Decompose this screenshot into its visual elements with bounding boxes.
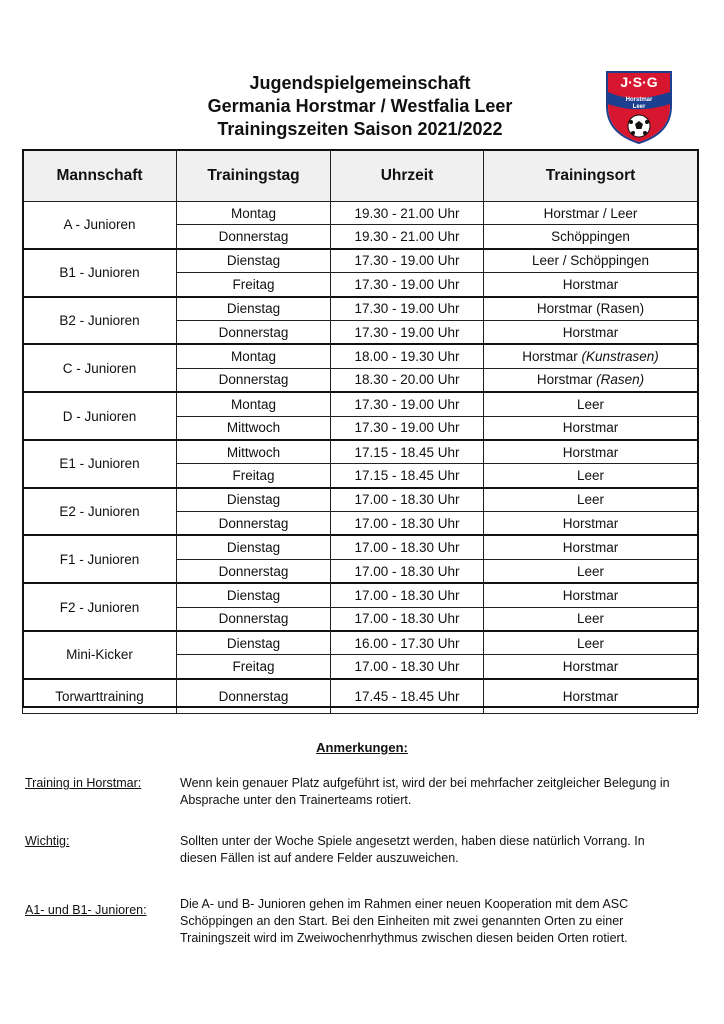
place-cell	[484, 368, 698, 392]
place-cell	[484, 344, 698, 368]
day-cell: Freitag	[177, 273, 331, 297]
place-text: Leer	[576, 467, 605, 483]
header-uhrzeit: Uhrzeit	[331, 150, 484, 202]
day-cell: Donnerstag	[177, 225, 331, 249]
place-text: Horstmar	[562, 276, 619, 292]
torwart-name-cell: Torwarttraining	[23, 679, 177, 714]
time-cell: 17.30 - 19.00 Uhr	[331, 416, 484, 440]
note-text: Die A- und B- Junioren gehen im Rahmen einer neuen Kooperation mit dem ASC Schöppingen an den Start. Bei den Einheiten mit zwei genannten Orten zu einer Trainingszeit wird im Zweiwochenrhythmus zwischen diesen beiden Orten rotiert.	[180, 897, 629, 945]
place-text: Horstmar	[522, 349, 578, 365]
torwart-place-cell: Horstmar	[484, 679, 698, 714]
day-cell: Mittwoch	[177, 416, 331, 440]
document-title	[150, 72, 570, 141]
time-cell: 17.30 - 19.00 Uhr	[331, 320, 484, 344]
time-cell: 17.00 - 18.30 Uhr	[331, 583, 484, 607]
table-row	[23, 583, 698, 607]
time-cell: 17.30 - 19.00 Uhr	[331, 392, 484, 416]
notes-heading: Anmerkungen:	[316, 740, 408, 755]
time-cell: 17.30 - 19.00 Uhr	[331, 249, 484, 273]
torwart-day-cell: Donnerstag	[177, 679, 331, 714]
team-name-cell: A - Junioren	[23, 202, 177, 249]
team-name-cell: E2 - Junioren	[23, 488, 177, 536]
table-row	[23, 392, 698, 416]
place-cell	[484, 631, 698, 655]
day-cell: Montag	[177, 392, 331, 416]
title-line-1: Jugendspielgemeinschaft	[249, 73, 471, 93]
table-body	[23, 202, 698, 714]
title-line-2: Germania Horstmar / Westfalia Leer	[207, 96, 513, 116]
place-cell	[484, 512, 698, 536]
time-cell: 17.00 - 18.30 Uhr	[331, 607, 484, 631]
place-cell	[484, 535, 698, 559]
header-mannschaft: Mannschaft	[23, 150, 177, 202]
table-row	[23, 202, 698, 225]
place-text: Horstmar	[562, 444, 619, 460]
place-text: Horstmar	[562, 659, 619, 675]
logo-sub1: Horstmar	[625, 97, 653, 103]
table-row	[23, 344, 698, 368]
note-text: Sollten unter der Woche Spiele angesetzt werden, haben diese natürlich Vorrang. In diesen Fällen ist auf andere Felder auszuweichen.	[180, 834, 645, 865]
day-cell: Freitag	[177, 464, 331, 488]
time-cell: 17.30 - 19.00 Uhr	[331, 297, 484, 321]
place-cell	[484, 440, 698, 464]
note-label: Training in Horstmar:	[25, 776, 142, 790]
place-cell	[484, 297, 698, 321]
day-cell: Dienstag	[177, 249, 331, 273]
day-cell: Donnerstag	[177, 512, 331, 536]
place-cell	[484, 392, 698, 416]
place-text: Leer	[576, 396, 605, 412]
place-cell	[484, 320, 698, 344]
day-cell: Dienstag	[177, 297, 331, 321]
team-name-cell: B2 - Junioren	[23, 297, 177, 345]
place-text: Leer	[576, 635, 605, 651]
day-cell: Dienstag	[177, 583, 331, 607]
note-label: Wichtig:	[25, 834, 70, 848]
place-note: (Kunstrasen)	[581, 349, 659, 365]
time-cell: 17.15 - 18.45 Uhr	[331, 464, 484, 488]
place-text: Horstmar	[562, 540, 619, 556]
time-cell: 17.00 - 18.30 Uhr	[331, 559, 484, 583]
place-text: Schöppingen	[551, 229, 630, 245]
place-text: Leer	[576, 563, 605, 579]
table-row	[23, 249, 698, 273]
logo-letters: J·S·G	[620, 74, 658, 90]
table-header-row	[23, 150, 698, 202]
place-note: (Rasen)	[596, 372, 645, 388]
header-trainingstag: Trainingstag	[177, 150, 331, 202]
day-cell: Mittwoch	[177, 440, 331, 464]
place-cell	[484, 607, 698, 631]
place-cell	[484, 655, 698, 679]
place-cell	[484, 249, 698, 273]
team-name-cell: F1 - Junioren	[23, 535, 177, 583]
team-name-cell: F2 - Junioren	[23, 583, 177, 631]
logo-sub2: Leer	[632, 104, 646, 110]
time-cell: 17.15 - 18.45 Uhr	[331, 440, 484, 464]
table-row	[23, 535, 698, 559]
team-name-cell: E1 - Junioren	[23, 440, 177, 488]
place-text: Horstmar / Leer	[543, 205, 638, 221]
day-cell: Donnerstag	[177, 607, 331, 631]
day-cell: Dienstag	[177, 535, 331, 559]
header-trainingsort: Trainingsort	[484, 150, 698, 202]
time-cell: 19.30 - 21.00 Uhr	[331, 225, 484, 249]
table-row	[23, 631, 698, 655]
table-row	[23, 440, 698, 464]
jsg-logo-icon	[605, 70, 673, 144]
place-text: Horstmar (Rasen)	[536, 301, 645, 317]
place-text: Horstmar	[562, 324, 619, 340]
time-cell: 17.00 - 18.30 Uhr	[331, 488, 484, 512]
team-name-cell: C - Junioren	[23, 344, 177, 392]
table-row	[23, 488, 698, 512]
place-text: Horstmar	[536, 372, 593, 388]
team-name-cell: B1 - Junioren	[23, 249, 177, 297]
time-cell: 17.00 - 18.30 Uhr	[331, 655, 484, 679]
day-cell: Donnerstag	[177, 559, 331, 583]
day-cell: Montag	[177, 202, 331, 225]
day-cell: Freitag	[177, 655, 331, 679]
place-cell	[484, 202, 698, 225]
day-cell: Dienstag	[177, 488, 331, 512]
place-cell	[484, 488, 698, 512]
place-cell	[484, 416, 698, 440]
place-text: Leer	[576, 492, 605, 508]
place-text: Leer	[576, 611, 605, 627]
time-cell: 18.00 - 19.30 Uhr	[331, 344, 484, 368]
note-text: Wenn kein genauer Platz aufgeführt ist, wird der bei mehrfacher zeitgleicher Belegung in Absprache unter den Trainerteams rotiert.	[180, 776, 670, 807]
day-cell: Donnerstag	[177, 368, 331, 392]
title-line-3: Trainingszeiten Saison 2021/2022	[217, 119, 503, 139]
time-cell: 17.00 - 18.30 Uhr	[331, 512, 484, 536]
table-row	[23, 297, 698, 321]
time-cell: 17.30 - 19.00 Uhr	[331, 273, 484, 297]
place-text: Horstmar	[562, 420, 619, 436]
place-cell	[484, 273, 698, 297]
place-cell	[484, 225, 698, 249]
day-cell: Dienstag	[177, 631, 331, 655]
time-cell: 19.30 - 21.00 Uhr	[331, 202, 484, 225]
place-cell	[484, 464, 698, 488]
day-cell: Montag	[177, 344, 331, 368]
time-cell: 16.00 - 17.30 Uhr	[331, 631, 484, 655]
time-cell: 18.30 - 20.00 Uhr	[331, 368, 484, 392]
place-cell	[484, 559, 698, 583]
place-text: Horstmar	[562, 515, 619, 531]
day-cell: Donnerstag	[177, 320, 331, 344]
torwart-time-cell: 17.45 - 18.45 Uhr	[331, 679, 484, 714]
place-text: Horstmar	[562, 587, 619, 603]
training-schedule-table	[22, 149, 698, 714]
place-cell	[484, 583, 698, 607]
note-label: A1- und B1- Junioren:	[25, 903, 147, 917]
time-cell: 17.00 - 18.30 Uhr	[331, 535, 484, 559]
place-text: Leer / Schöppingen	[531, 253, 650, 269]
table-row-torwart	[23, 679, 698, 714]
team-name-cell: Mini-Kicker	[23, 631, 177, 679]
team-name-cell: D - Junioren	[23, 392, 177, 440]
